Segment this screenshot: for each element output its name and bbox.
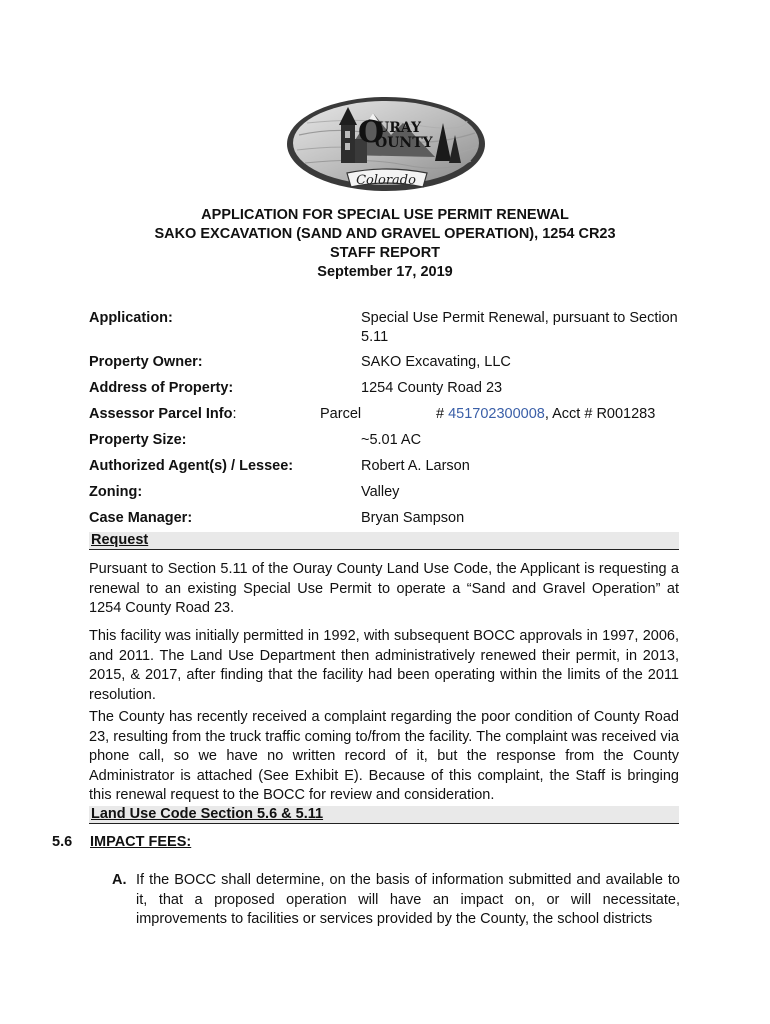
parcel-label: Assessor Parcel Info: xyxy=(89,406,237,422)
request-heading: Request xyxy=(91,532,149,548)
manager-label: Case Manager: xyxy=(89,510,193,526)
land-use-section-bar xyxy=(89,806,679,824)
address-label: Address of Property: xyxy=(89,380,234,396)
request-paragraph-1: Pursuant to Section 5.11 of the Ouray County Land Use Code, the Applicant is requesting a renewal to an existing Special Use Permit to operate a “Sand and Gravel Operation” at 1254 County Road 23. xyxy=(89,561,679,616)
logo-script-text: Colorado xyxy=(356,173,416,188)
manager-value: Bryan Sampson xyxy=(361,510,465,526)
owner-value: SAKO Excavating, LLC xyxy=(361,354,511,370)
agent-label: Authorized Agent(s) / Lessee: xyxy=(89,458,294,474)
ouray-county-logo xyxy=(285,95,487,193)
title-date: September 17, 2019 xyxy=(317,264,453,280)
parcel-value: # 451702300008, Acct # R001283 xyxy=(436,406,656,422)
zoning-label: Zoning: xyxy=(89,484,143,500)
zoning-value: Valley xyxy=(361,484,400,500)
item-a-letter: A. xyxy=(112,872,127,888)
land-use-heading: Land Use Code Section 5.6 & 5.11 xyxy=(91,806,324,822)
logo-initial: O xyxy=(358,115,385,150)
application-label: Application: xyxy=(89,310,173,326)
county-seal-icon xyxy=(285,95,487,193)
parcel-number-link[interactable]: 451702300008 xyxy=(448,406,545,422)
title-line-2: SAKO EXCAVATION (SAND AND GRAVEL OPERATION), 1254 CR23 xyxy=(154,226,616,242)
application-value: Special Use Permit Renewal, pursuant to Section 5.11 xyxy=(361,310,678,345)
request-paragraph-3: The County has recently received a complaint regarding the poor condition of County Road 23, resulting from the truck traffic coming to/from the facility. The complaint was received via phone call, so we have no written record of it, but the response from the County Administrator is attached (See Exhibit E). Because of this complaint, the Staff is bringing this renewal request to the BOCC for review and consideration. xyxy=(89,709,679,803)
owner-label: Property Owner: xyxy=(89,354,203,370)
request-paragraph-2: This facility was initially permitted in 1992, with subsequent BOCC approvals in 1997, 2006, and 2011. The Land Use Department then administratively renewed their permit, in 2013, 2015, & 2017, after finding that the facility had been operating within the limits of the 2011 resolution. xyxy=(89,628,679,703)
item-a-text: If the BOCC shall determine, on the basis of information submitted and available to it, that a proposed operation will have an impact on, or will necessitate, improvements to facilities or services provided by the County, the school districts xyxy=(136,872,680,927)
address-value: 1254 County Road 23 xyxy=(361,380,503,396)
impact-fees-title: IMPACT FEES: xyxy=(90,834,192,850)
request-section-bar xyxy=(89,532,679,550)
title-line-1: APPLICATION FOR SPECIAL USE PERMIT RENEWAL xyxy=(201,207,569,223)
parcel-prefix: Parcel xyxy=(320,406,362,422)
logo-text-line1: URAY xyxy=(377,120,422,136)
agent-value: Robert A. Larson xyxy=(361,458,470,474)
logo-text-line2: OUNTY xyxy=(375,135,433,151)
impact-fees-number: 5.6 xyxy=(52,834,73,850)
size-label: Property Size: xyxy=(89,432,187,448)
report-title xyxy=(0,206,770,282)
size-value: ~5.01 AC xyxy=(361,432,422,448)
title-line-3: STAFF REPORT xyxy=(329,245,441,261)
